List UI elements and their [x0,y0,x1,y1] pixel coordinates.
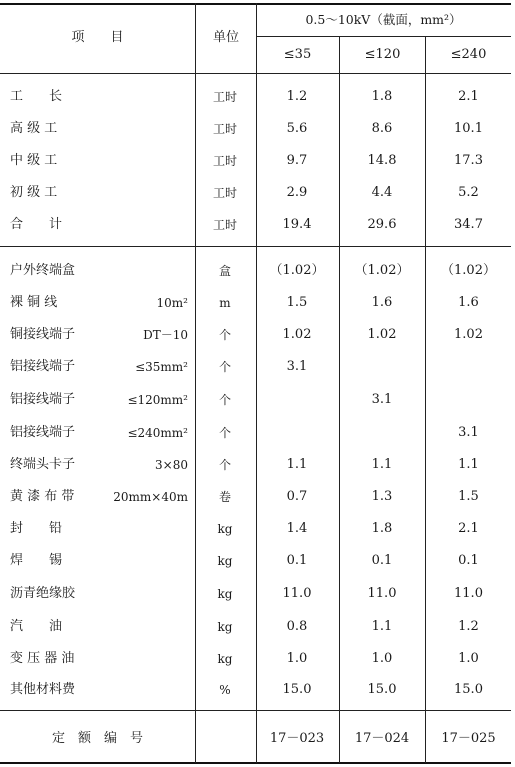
material-value: 1.0 [371,651,393,666]
labor-total-value: 29.6 [367,217,397,232]
material-unit: kg [217,554,233,568]
material-name: 黄 漆 布 带 [10,489,75,504]
material-name: 铝接线端子 [10,425,76,440]
labor-unit: 工时 [212,154,237,168]
material-unit: 盒 [218,264,231,278]
material-name: 其他材料费 [10,682,76,697]
material-value: 2.1 [458,521,479,536]
material-name: 户外终端盒 [10,263,76,278]
material-value: 1.6 [458,295,479,310]
material-spec: ≤120mm² [127,393,188,407]
labor-value: 2.1 [458,89,479,104]
material-value [340,353,424,381]
material-unit: kg [217,620,233,634]
labor-name: 工 长 [10,89,63,104]
labor-unit: 工时 [212,218,237,232]
header-unit: 单位 [212,30,239,45]
material-name: 铜接线端子 [10,327,76,342]
material-value: 0.7 [286,489,308,504]
header-group: 0.5～10kV（截面，mm²） [305,12,462,27]
quota-code: 17－023 [269,731,325,746]
material-value [426,386,511,414]
labor-value: 4.4 [371,185,393,200]
material-value: 0.1 [371,553,393,568]
labor-total-value: 34.7 [454,217,483,232]
material-value: 1.02 [282,327,312,342]
material-spec: 10m² [156,296,188,310]
header-col-1: ≤35 [283,47,312,62]
material-spec: ≤35mm² [135,360,188,374]
material-name: 变 压 器 油 [10,651,75,666]
header-col-2: ≤120 [364,47,401,62]
labor-value: 1.8 [371,89,393,104]
labor-value: 8.6 [371,121,393,136]
labor-total-value: 19.4 [282,217,312,232]
material-spec: ≤240mm² [127,426,188,440]
material-value [340,419,424,447]
labor-value: 2.9 [286,185,308,200]
material-unit: kg [217,652,233,666]
header-sub-divider [256,36,511,37]
material-unit: 个 [218,393,231,407]
material-unit: 个 [218,458,231,472]
material-value: 1.5 [458,489,479,504]
material-value: 15.0 [282,682,312,697]
labor-value: 5.2 [458,185,479,200]
material-name: 沥青绝缘胶 [10,586,76,601]
material-value: 1.0 [458,651,479,666]
material-name: 焊 锡 [10,553,63,568]
labor-name: 初 级 工 [10,185,58,200]
material-unit: kg [217,587,233,601]
material-value: 1.02 [454,327,483,342]
material-value: 3.1 [286,359,308,374]
material-value: 11.0 [454,586,483,601]
quota-code: 17－025 [441,731,496,746]
material-value: 1.5 [286,295,308,310]
material-value: 1.6 [371,295,393,310]
material-value: 1.8 [371,521,393,536]
material-spec: 20mm×40m [113,490,188,504]
material-value: 1.1 [458,457,479,472]
material-name: 裸 铜 线 [10,295,58,310]
material-value: 1.1 [286,457,308,472]
header-item: 项 目 [71,30,124,45]
material-value: 0.8 [286,619,308,634]
labor-unit: 工时 [212,122,237,136]
material-value: 11.0 [367,586,397,601]
material-spec: DT－10 [143,328,188,342]
labor-total-name: 合 计 [10,217,63,232]
material-unit: 个 [218,360,231,374]
material-value: 1.4 [286,521,308,536]
labor-value: 10.1 [454,121,483,136]
material-value: 1.3 [371,489,393,504]
material-value: 15.0 [367,682,397,697]
material-value: （1.02） [354,263,410,278]
labor-value: 14.8 [367,153,397,168]
material-unit: 个 [218,426,231,440]
material-spec: 3×80 [155,458,188,472]
material-value: 1.02 [367,327,397,342]
labor-unit: 工时 [212,90,237,104]
material-value [426,353,511,381]
material-value [256,419,338,447]
material-value: 11.0 [282,586,312,601]
material-value: 0.1 [286,553,308,568]
material-unit: 卷 [218,490,231,504]
labor-name: 中 级 工 [10,153,58,168]
material-value: 15.0 [454,682,483,697]
material-name: 封 铅 [10,521,63,536]
material-unit: kg [217,522,233,536]
labor-value: 1.2 [286,89,308,104]
labor-value: 17.3 [454,153,483,168]
labor-value: 9.7 [286,153,308,168]
material-value: 3.1 [371,392,393,407]
quota-code: 17－024 [354,731,410,746]
labor-name: 高 级 工 [10,121,58,136]
material-unit: m [219,296,231,310]
material-name: 终端头卡子 [10,457,76,472]
quota-number-label: 定 额 编 号 [51,731,143,746]
material-unit: 个 [218,328,231,342]
header-col-3: ≤240 [450,47,487,62]
material-value: 1.1 [371,619,393,634]
material-value: （1.02） [441,263,496,278]
labor-unit: 工时 [212,186,237,200]
material-unit: % [219,683,231,697]
material-value: 3.1 [458,425,479,440]
material-value: 0.1 [458,553,479,568]
labor-value: 5.6 [286,121,308,136]
material-name: 铝接线端子 [10,392,76,407]
material-name: 汽 油 [10,619,63,634]
material-value: 1.1 [371,457,393,472]
material-value: 1.2 [458,619,479,634]
material-name: 铝接线端子 [10,359,76,374]
material-value [256,386,338,414]
material-value: 1.0 [286,651,308,666]
material-value: （1.02） [269,263,325,278]
